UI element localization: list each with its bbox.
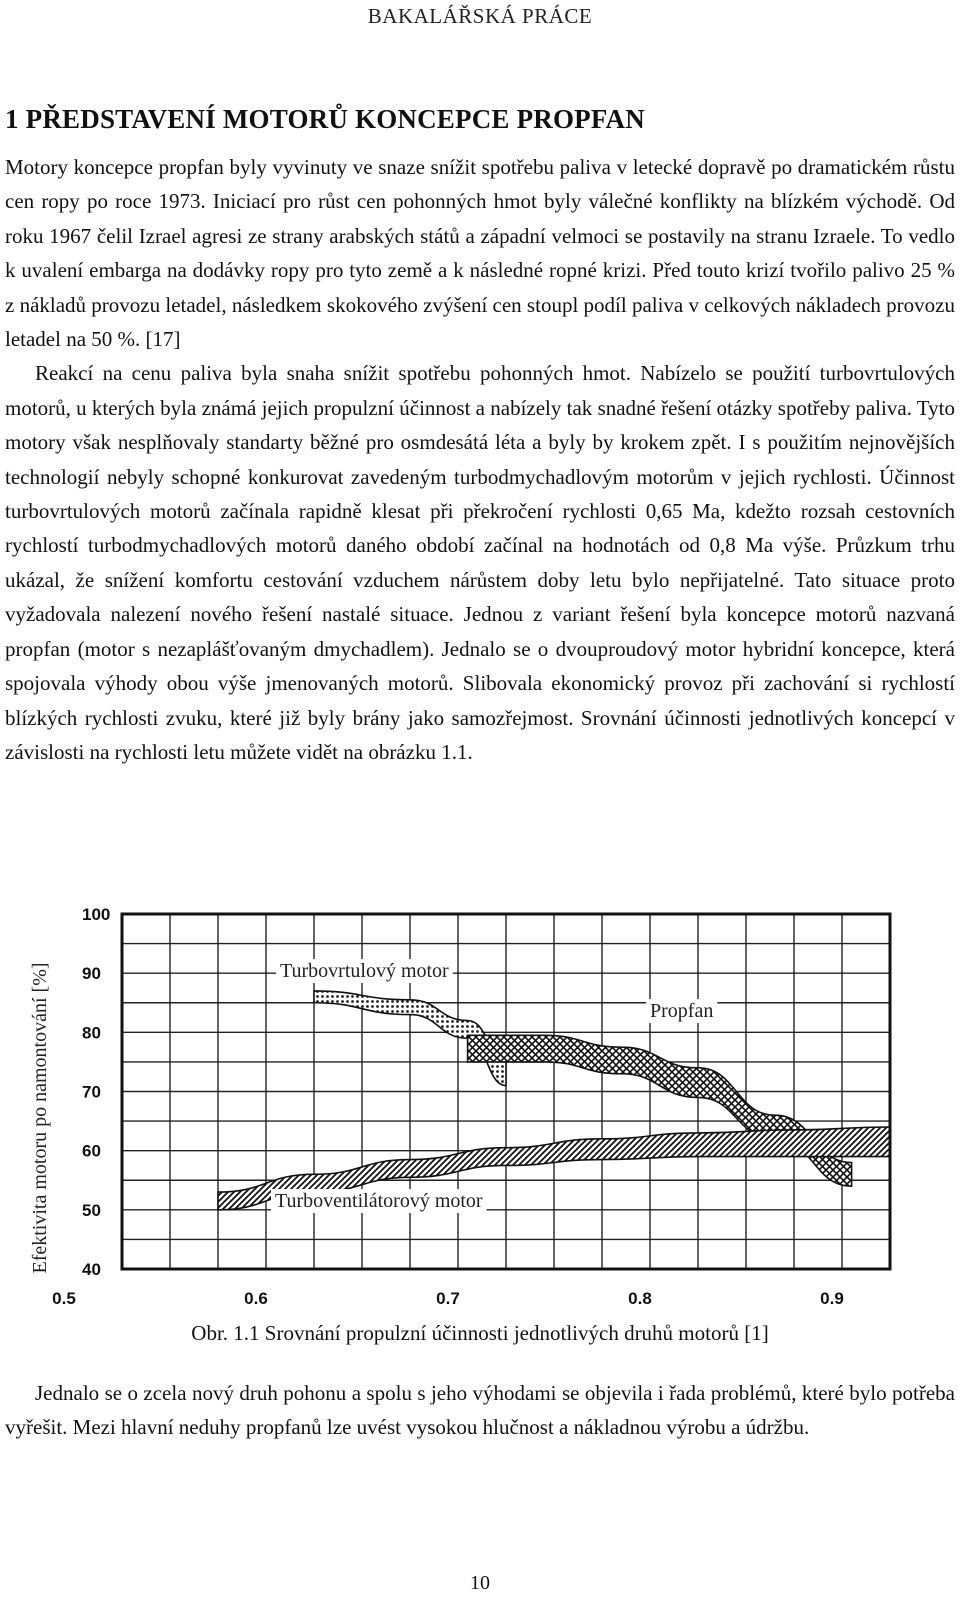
series-label-turboprop: Turbovrtulový motor [280,960,449,982]
figure-efficiency-chart [0,904,960,1324]
body-text-upper [5,150,955,769]
series-label-turbofan: Turboventilátorový motor [275,1190,483,1212]
x-tick-label: 0.6 [244,1289,268,1308]
series-label-propfan: Propfan [650,1000,714,1022]
chart-grid [122,914,890,1269]
y-tick-label: 80 [82,1023,101,1043]
figure-caption: Obr. 1.1 Srovnání propulzní účinnosti jednotlivých druhů motorů [1] [191,1321,769,1345]
y-tick-label: 70 [82,1082,101,1102]
y-tick-label: 100 [82,905,111,924]
body-text-lower [5,1376,955,1445]
running-header: BAKALÁŘSKÁ PRÁCE [367,4,593,28]
x-tick-label: 0.8 [628,1289,652,1308]
x-tick-label: 0.9 [820,1289,844,1308]
page-number: 10 [470,1572,490,1594]
paragraph-1: Motory koncepce propfan byly vyvinuty ve snaze snížit spotřebu paliva v letecké dopravě po dramatickém růstu cen ropy po roce 1973. Iniciací pro růst cen pohonných hmot byly válečné konflikty na blízkém východě. Od roku 1967 čelil Izrael agresi ze strany arabských států a západní velmoci se postavily na stranu Izraele. To vedlo k uvalení embarga na dodávky ropy pro tyto země a k následné ropné krizi. Před touto krizí tvořilo palivo 25 % z nákladů provozu letadel, následkem skokového zvýšení cen stoupl podíl paliva v celkových nákladech provozu letadel na 50 %. [17] [5,155,955,352]
y-tick-label: 50 [82,1200,101,1220]
y-axis-label: Efektivita motoru po namontování [%] [29,962,51,1274]
section-heading: 1 PŘEDSTAVENÍ MOTORŮ KONCEPCE PROPFAN [5,104,645,134]
x-tick-label: 0.7 [436,1289,460,1308]
efficiency-chart [0,904,960,1324]
x-tick-label: 0.5 [52,1289,76,1308]
y-tick-label: 40 [82,1260,101,1279]
paragraph-3: Jednalo se o zcela nový druh pohonu a spolu s jeho výhodami se objevila i řada problémů, které bylo potřeba vyřešit. Mezi hlavní neduhy propfanů lze uvést vysokou hlučnost a nákladnou výrobu a údržbu. [5,1381,955,1440]
y-tick-label: 60 [82,1141,101,1161]
y-tick-label: 90 [82,964,101,984]
paragraph-2: Reakcí na cenu paliva byla snaha snížit spotřebu pohonných hmot. Nabízelo se použití turbovrtulových motorů, u kterých byla známá jejich propulzní účinnost a nabízely tak snadné řešení otázky spotřeby paliva. Tyto motory však nesplňovaly standarty běžné pro osmdesátá léta a byly by krokem zpět. I s použitím nejnovějších technologií nebyly schopné konkurovat zavedeným turbodmychadlovým motorům v jejich rychlosti. Účinnost turbovrtulových motorů začínala rapidně klesat při překročení rychlosti 0,65 Ma, kdežto rozsah cestovních rychlostí turbodmychadlových motorů daného období začínal na hodnotách od 0,8 Ma výše. Průzkum trhu ukázal, že snížení komfortu cestování vzduchem nárůstem doby letu bylo nepřijatelné. Tato situace proto vyžadovala nalezení nového řešení nastalé situace. Jednou z variant řešení byla koncepce motorů nazvaná propfan (motor s nezaplášťovaným dmychadlem). Jednalo se o dvouproudový motor hybridní koncepce, která spojovala výhody obou výše jmenovaných motorů. Slibovala ekonomický provoz při zachování si rychlostí blízkých rychlosti zvuku, které již byly brány jako samozřejmost. Srovnání účinnosti jednotlivých koncepcí v závislosti na rychlosti letu můžete vidět na obrázku 1.1. [5,361,955,764]
